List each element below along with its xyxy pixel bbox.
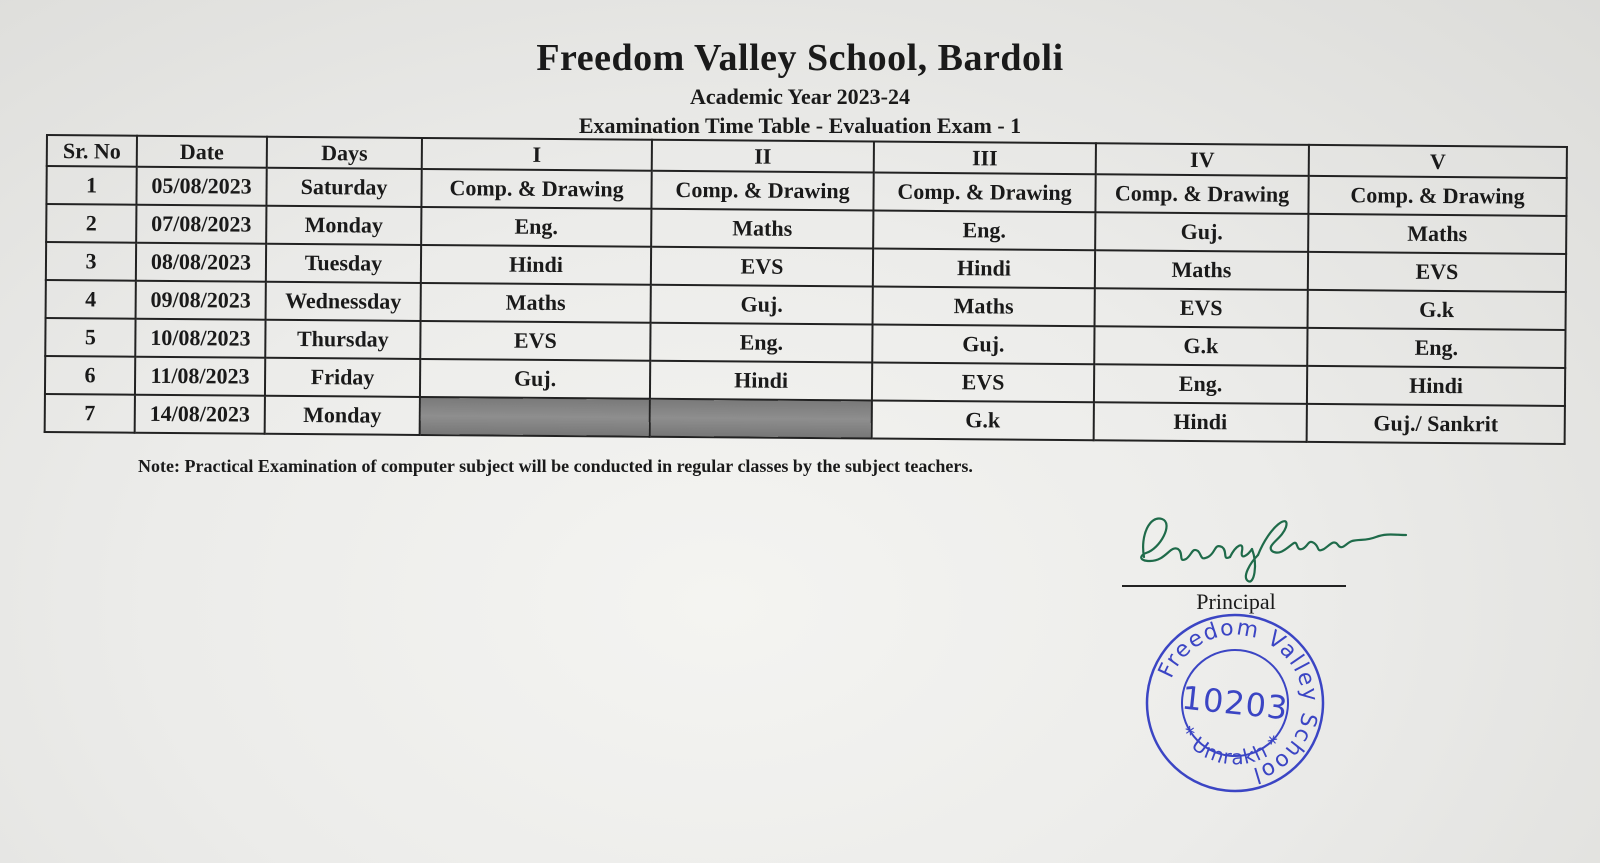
footnote: Note: Practical Examination of computer subject will be conducted in regular classes by the subject teachers. [138,456,973,476]
subject-cell: Comp. & Drawing [873,173,1095,213]
subject-cell: Eng. [1094,364,1307,404]
subject-cell: Hindi [650,361,872,401]
date-cell: 10/08/2023 [135,319,265,358]
sr-no-cell: 7 [45,394,135,433]
day-cell: Monday [265,396,420,435]
date-cell: 14/08/2023 [135,395,265,434]
subject-cell: Comp. & Drawing [1308,176,1566,216]
signature-line [1122,585,1346,587]
subject-cell: G.k [1094,326,1307,366]
subject-cell: Comp. & Drawing [1095,174,1308,214]
principal-label: Principal [1196,589,1276,614]
subject-cell: Guj./ Sankrit [1307,404,1565,444]
subject-cell: EVS [872,362,1094,402]
subject-cell: Eng. [650,323,872,363]
subject-cell: EVS [420,321,650,361]
col-header-class-ii: II [652,140,874,173]
sr-no-cell: 5 [45,318,135,357]
subject-cell: Comp. & Drawing [421,169,651,209]
subject-cell: Eng. [1307,328,1565,368]
subject-cell: EVS [651,247,873,287]
date-cell: 08/08/2023 [136,243,266,282]
subject-cell: Maths [873,286,1095,326]
svg-text:10203: 10203 [1179,678,1291,728]
sr-no-cell: 4 [46,280,136,319]
day-cell: Tuesday [266,244,421,283]
subject-cell: Hindi [1094,402,1307,442]
subject-cell: Comp. & Drawing [651,171,873,211]
subject-cell: EVS [1095,288,1308,328]
subject-cell: Eng. [421,207,651,247]
principal-signature [1130,505,1410,595]
date-cell: 05/08/2023 [136,167,266,206]
day-cell: Monday [266,206,421,245]
date-cell: 11/08/2023 [135,357,265,396]
col-header-class-iv: IV [1096,143,1309,176]
subject-cell: Guj. [872,324,1094,364]
col-header-date: Date [137,136,267,168]
subject-cell: EVS [1308,252,1566,292]
school-name: Freedom Valley School, Bardoli [536,37,1064,79]
academic-year: Academic Year 2023-24 [690,84,910,109]
subject-cell: Hindi [421,245,651,285]
sr-no-cell: 1 [46,166,136,205]
timetable [44,134,1568,445]
shaded-empty-cell [420,397,650,437]
timetable-wrapper [44,134,1566,445]
col-header-days: Days [267,137,422,169]
date-cell: 07/08/2023 [136,205,266,244]
day-cell: Thursday [265,320,420,359]
sr-no-cell: 6 [45,356,135,395]
exam-title: Examination Time Table - Evaluation Exam - 1 [578,113,1022,138]
col-header-class-i: I [422,138,652,171]
subject-cell: Maths [421,283,651,323]
shaded-empty-cell [650,399,872,439]
subject-cell: Eng. [873,211,1095,251]
subject-cell: Maths [1308,214,1566,254]
subject-cell: G.k [872,400,1094,440]
sr-no-cell: 2 [46,204,136,243]
svg-text:* Umrakh *: * Umrakh * [1174,721,1288,770]
subject-cell: G.k [1308,290,1566,330]
subject-cell: Guj. [651,285,873,325]
col-header-sr-no: Sr. No [47,135,137,167]
svg-text:Freedom Valley School: Freedom Valley School [1153,615,1323,788]
subject-cell: Hindi [1307,366,1565,406]
day-cell: Saturday [266,168,421,207]
date-cell: 09/08/2023 [136,281,266,320]
subject-cell: Guj. [1095,212,1308,252]
subject-cell: Maths [651,209,873,249]
subject-cell: Maths [1095,250,1308,290]
sr-no-cell: 3 [46,242,136,281]
subject-cell: Guj. [420,359,650,399]
school-stamp [1140,608,1330,798]
col-header-class-iii: III [874,142,1096,175]
subject-cell: Hindi [873,248,1095,288]
day-cell: Wednessday [266,282,421,321]
day-cell: Friday [265,358,420,397]
col-header-class-v: V [1309,145,1567,178]
